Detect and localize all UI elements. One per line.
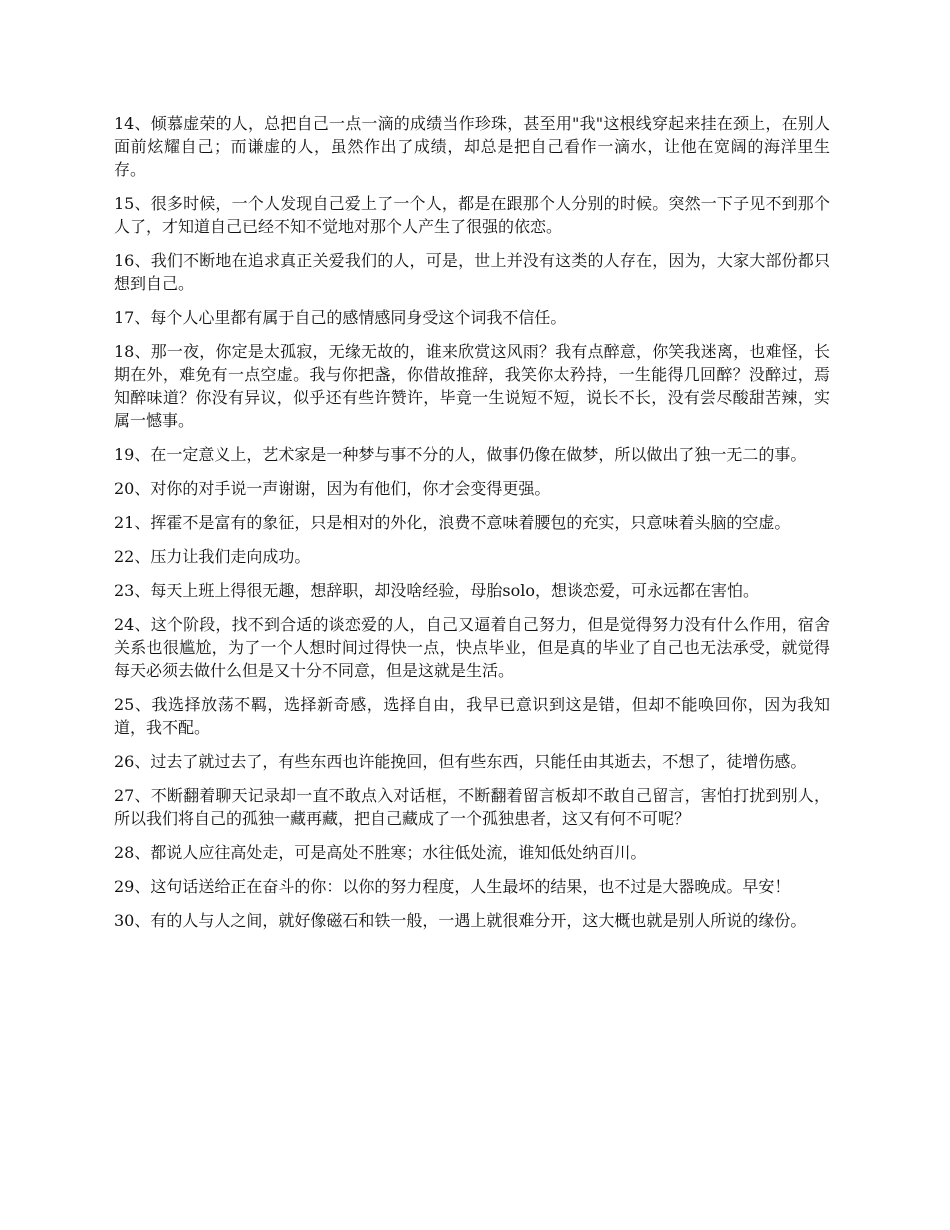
paragraph-19: 19、在一定意义上，艺术家是一种梦与事不分的人，做事仍像在做梦，所以做出了独一无二的事。 [114, 445, 807, 464]
paragraph-14: 14、倾慕虚荣的人，总把自己一点一滴的成绩当作珍珠，甚至用"我"这根线穿起来挂在颈上，在别人面前炫耀自己；而谦虚的人，虽然作出了成绩，却总是把自己看作一滴水，让他在宽阔的海洋里生存。 [114, 114, 830, 179]
paragraph-29: 29、这句话送给正在奋斗的你：以你的努力程度，人生最坏的结果，也不过是大器晚成。早安！ [114, 877, 791, 896]
document-body [114, 112, 830, 943]
paragraph-25: 25、我选择放荡不羁，选择新奇感，选择自由，我早已意识到这是错，但却不能唤回你，因为我知道，我不配。 [114, 695, 830, 737]
paragraph-20: 20、对你的对手说一声谢谢，因为有他们，你才会变得更强。 [114, 479, 551, 498]
paragraph-18: 18、那一夜，你定是太孤寂，无缘无故的，谁来欣赏这风雨？我有点醉意，你笑我迷离，也难怪，长期在外，难免有一点空虚。我与你把盏，你借故推辞，我笑你太矜持，一生能得几回醉？没醉过，焉知醉味道？你没有异议，似乎还有些许赞许，毕竟一生说短不短，说长不长，没有尝尽酸甜苦辣，实属一憾事。 [114, 342, 830, 430]
paragraph-22: 22、压力让我们走向成功。 [114, 547, 311, 566]
paragraph-15: 15、很多时候，一个人发现自己爱上了一个人，都是在跟那个人分别的时候。突然一下子见不到那个人了，才知道自己已经不知不觉地对那个人产生了很强的依恋。 [114, 194, 830, 236]
paragraph-27: 27、不断翻着聊天记录却一直不敢点入对话框，不断翻着留言板却不敢自己留言，害怕打扰到别人，所以我们将自己的孤独一藏再藏，把自己藏成了一个孤独患者，这又有何不可呢？ [114, 786, 830, 828]
paragraph-17: 17、每个人心里都有属于自己的感情感同身受这个词我不信任。 [114, 308, 567, 327]
paragraph-24: 24、这个阶段，找不到合适的谈恋爱的人，自己又逼着自己努力，但是觉得努力没有什么作用，宿舍关系也很尴尬，为了一个人想时间过得快一点，快点毕业，但是真的毕业了自己也无法承受，就觉得每天必须去做什么但是又十分不同意，但是这就是生活。 [114, 615, 830, 680]
paragraph-26: 26、过去了就过去了，有些东西也许能挽回，但有些东西，只能任由其逝去，不想了，徒增伤感。 [114, 752, 807, 771]
paragraph-28: 28、都说人应往高处走，可是高处不胜寒；水往低处流，谁知低处纳百川。 [114, 843, 647, 862]
paragraph-23: 23、每天上班上得很无趣，想辞职，却没啥经验，母胎solo，想谈恋爱，可永远都在害怕。 [114, 581, 759, 600]
paragraph-30: 30、有的人与人之间，就好像磁石和铁一般，一遇上就很难分开，这大概也就是别人所说的缘份。 [114, 911, 807, 930]
paragraph-16: 16、我们不断地在追求真正关爱我们的人，可是，世上并没有这类的人存在，因为，大家大部份都只想到自己。 [114, 251, 830, 293]
paragraph-21: 21、挥霍不是富有的象征，只是相对的外化，浪费不意味着腰包的充实，只意味着头脑的空虚。 [114, 513, 791, 532]
